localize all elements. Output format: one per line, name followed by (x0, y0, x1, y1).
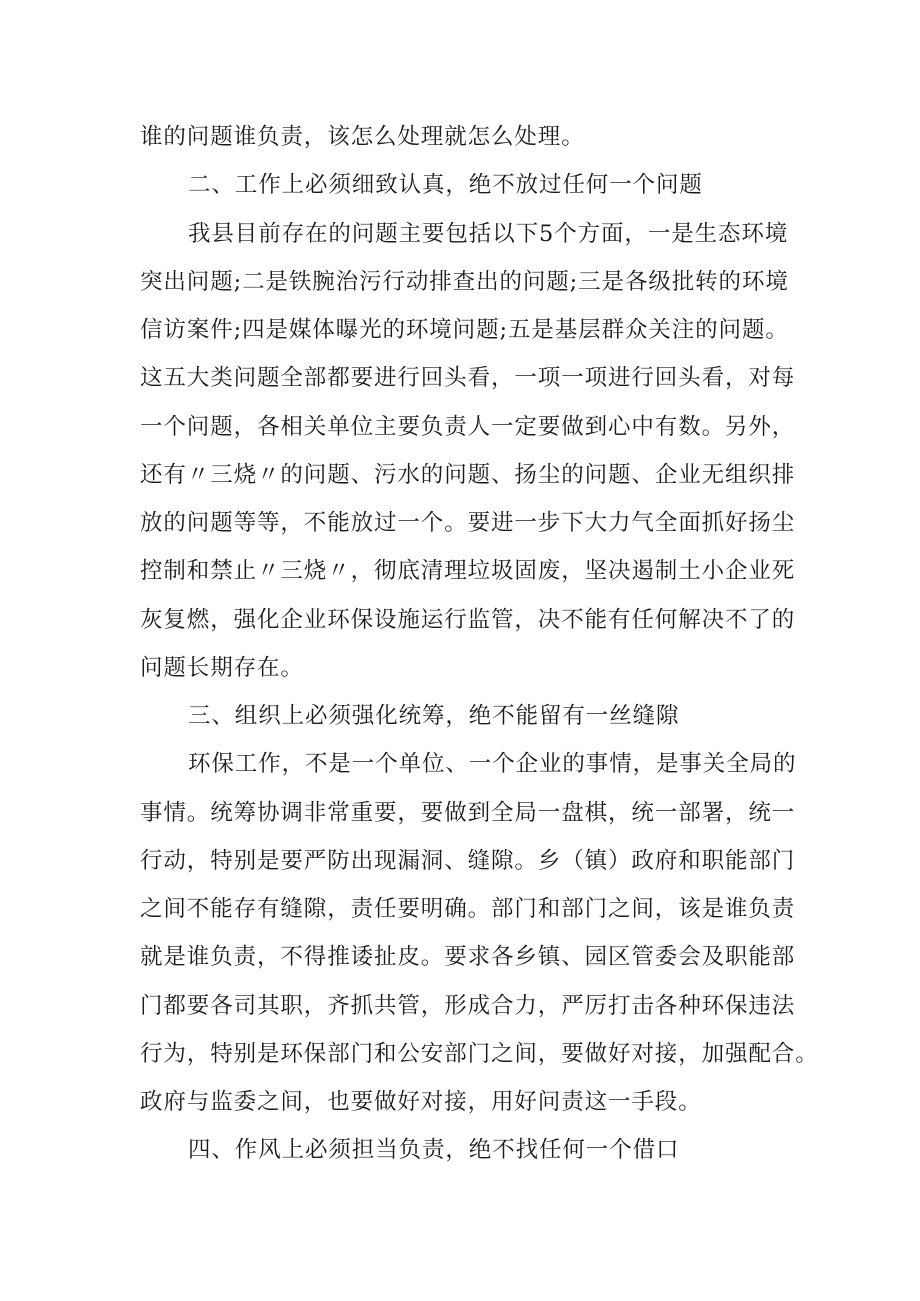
paragraph-line: 环保工作，不是一个单位、一个企业的事情，是事关全局的 (188, 751, 797, 778)
document-body (140, 113, 819, 1175)
paragraph-continuation-line: 谁的问题谁负责，该怎么处理就怎么处理。 (140, 124, 585, 150)
paragraph-line: 行动，特别是要严防出现漏洞、缝隙。乡（镇）政府和职能部门 (140, 847, 796, 874)
paragraph-line: 这五大类问题全部都要进行回头看，一项一项进行回头看，对每 (140, 365, 796, 392)
section-heading-4: 四、作风上必须担当负责，绝不找任何一个借口 (188, 1137, 680, 1164)
paragraph-line: 政府与监委之间，也要做好对接，用好问责这一手段。 (140, 1089, 702, 1115)
paragraph-line: 放的问题等等，不能放过一个。要进一步下大力气全面抓好扬尘 (140, 510, 796, 536)
paragraph-line: 我县目前存在的问题主要包括以下5个方面，一是生态环境 (188, 220, 789, 247)
section-heading-2: 二、工作上必须细致认真，绝不放过任何一个问题 (188, 172, 703, 199)
paragraph-line: 门都要各司其职，齐抓共管，形成合力，严厉打击各种环保违法 (140, 992, 796, 1019)
paragraph-line: 之间不能存有缝隙，责任要明确。部门和部门之间，该是谁负责 (140, 896, 796, 922)
paragraph-line: 就是谁负责，不得推诿扯皮。要求各乡镇、园区管委会及职能部 (140, 944, 796, 971)
paragraph-line: 信访案件;四是媒体曝光的环境问题;五是基层群众关注的问题。 (140, 317, 789, 343)
section-heading-3: 三、组织上必须强化统筹，绝不能留有一丝缝隙 (188, 703, 680, 729)
paragraph-line: 问题长期存在。 (140, 654, 304, 681)
paragraph-line: 行为，特别是环保部门和公安部门之间，要做好对接，加强配合。 (140, 1040, 819, 1067)
paragraph-line: 灰复燃，强化企业环保设施运行监管，决不能有任何解决不了的 (140, 606, 796, 633)
paragraph-line: 一个问题，各相关单位主要负责人一定要做到心中有数。另外， (140, 413, 796, 440)
paragraph-line: 还有〃三烧〃的问题、污水的问题、扬尘的问题、企业无组织排 (140, 461, 796, 488)
paragraph-line: 事情。统筹协调非常重要，要做到全局一盘棋，统一部署，统一 (140, 799, 796, 826)
paragraph-line: 突出问题;二是铁腕治污行动排查出的问题;三是各级批转的环境 (140, 268, 789, 295)
paragraph-line: 控制和禁止〃三烧〃，彻底清理垃圾固废，坚决遏制土小企业死 (140, 558, 796, 585)
